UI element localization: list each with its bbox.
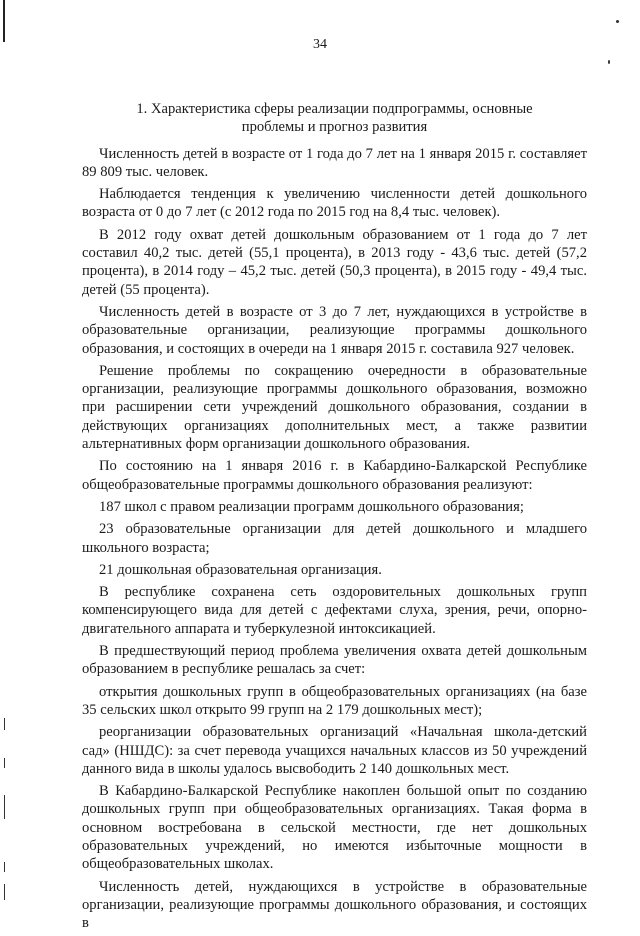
paragraph: В 2012 году охват детей дошкольным образованием от 1 года до 7 лет составил 40,2 тыс. детей (55,1 процента), в 2013 году - 43,6 тыс. детей (57,2 процента), в 2014 году – 45,2 тыс. детей (50,3 процента), в 2015 году - 49,4 тыс. детей (55 процента). [82,226,587,298]
paragraph: Численность детей, нуждающихся в устройстве в образовательные организации, реализующие программы дошкольного образования, и состоящих в [82,878,587,932]
scan-dot [616,20,619,23]
paragraph: Численность детей в возрасте от 1 года до 7 лет на 1 января 2015 г. составляет 89 809 тыс. человек. [82,145,587,180]
list-item: 23 образовательные организации для детей дошкольного и младшего школьного возраста; [82,521,587,556]
paragraph: Наблюдается тенденция к увеличению численности детей дошкольного возраста от 0 до 7 лет (с 2012 года по 2015 год на 8,4 тыс. человек). [82,186,587,221]
paragraph: В предшествующий период проблема увеличения охвата детей дошкольным образованием в республике решалась за счет: [82,643,587,678]
paragraph: По состоянию на 1 января 2016 г. в Кабардино-Балкарской Республике общеобразовательные программы дошкольного образования реализуют: [82,458,587,493]
paragraph: Решение проблемы по сокращению очередности в образовательные организации, реализующие программы дошкольного образования, возможно при расширении сети учреждений дошкольного образования, создании в действующих организациях дополнительных мест, а также развитии альтернативных форм организации дошкольного образования. [82,362,587,453]
scan-edge-mark [4,758,5,768]
section-title: 1. Характеристика сферы реализации подпрограммы, основные проблемы и прогноз развития [136,101,533,136]
scan-edge-mark-top [3,0,5,42]
paragraph: Численность детей в возрасте от 3 до 7 лет, нуждающихся в устройстве в образовательные организации, реализующие программы дошкольного образования, и состоящих в очереди на 1 января 2015 г. составила 927 человек. [82,303,587,357]
document-body [82,100,587,936]
paragraph: В Кабардино-Балкарской Республике накоплен большой опыт по созданию дошкольных групп при общеобразовательных организациях. Такая форма в основном востребована в сельской местности, где нет дошкольных образовательных учреждений, но имеются избыточные мощности в общеобразовательных школах. [82,783,587,873]
list-item: открытия дошкольных групп в общеобразовательных организациях (на базе 35 сельских школ открыто 99 групп на 2 179 дошкольных мест); [82,683,587,718]
page-number: 34 [313,37,327,52]
scan-dot [608,60,610,64]
scan-edge-mark [4,884,5,900]
scan-edge-mark [4,795,5,819]
scan-edge-mark [4,718,5,730]
list-item: реорганизации образовательных организаций «Начальная школа-детский сад» (НШДС): за счет перевода учащихся начальных классов из 50 учреждений данного вида в школы удалось высвободить 2 140 дошкольных мест. [82,724,587,777]
paragraph: В республике сохранена сеть оздоровительных дошкольных групп компенсирующего вида для детей с дефектами слуха, зрения, речи, опорно-двигательного аппарата и туберкулезной интоксикацией. [82,584,587,637]
list-item: 187 школ с правом реализации программ дошкольного образования; [99,498,524,515]
scan-edge-mark [4,862,5,872]
list-item: 21 дошкольная образовательная организация. [99,561,382,578]
